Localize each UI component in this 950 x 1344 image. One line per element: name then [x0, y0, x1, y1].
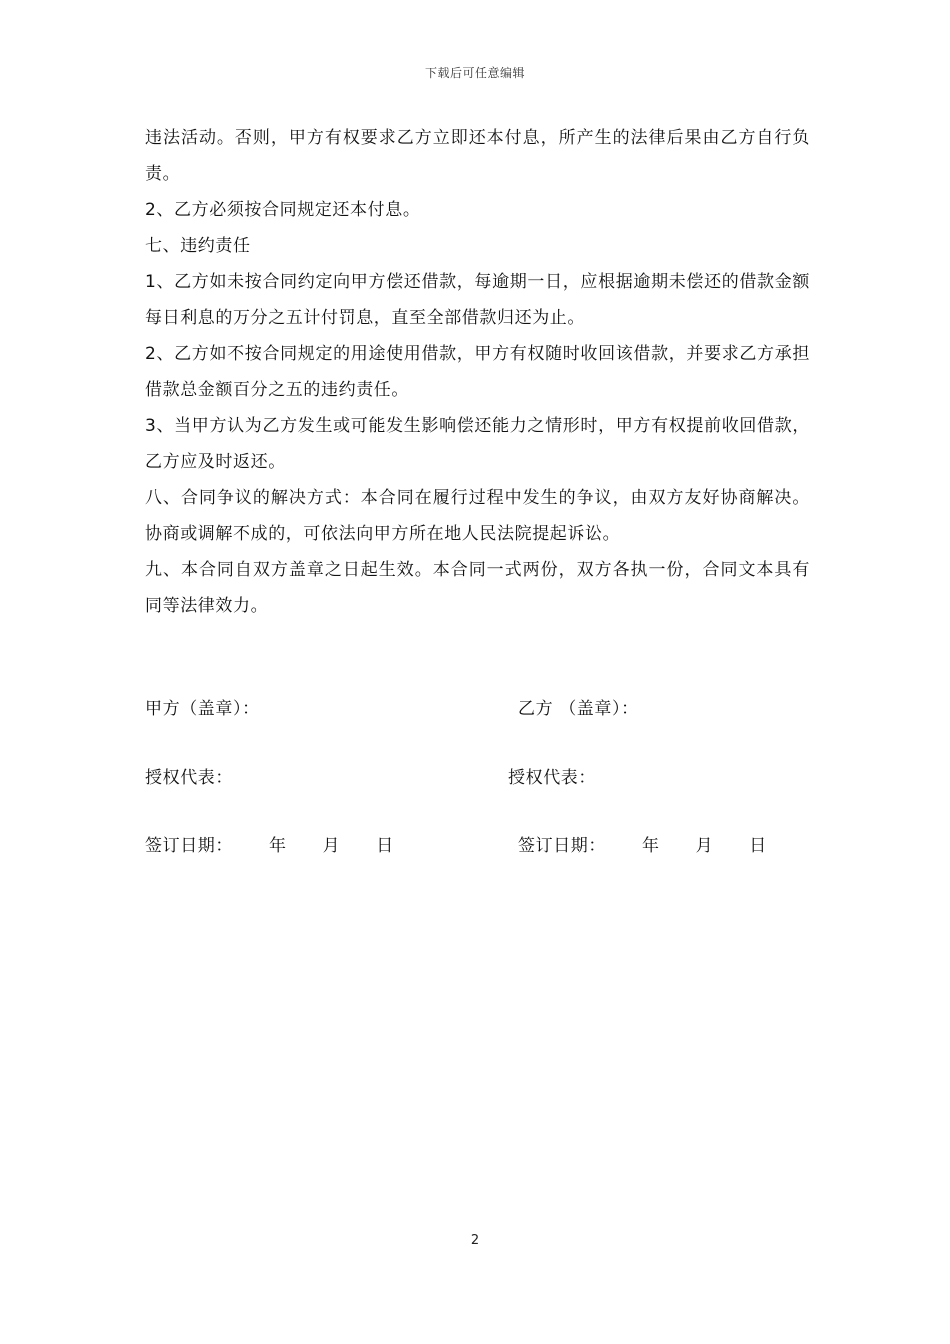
paragraph-dispute-resolution: 八、合同争议的解决方式：本合同在履行过程中发生的争议，由双方友好协商解决。协商或调解不成的，可依法向甲方所在地人民法院提起诉讼。	[145, 488, 810, 544]
paragraph-effectiveness: 九、本合同自双方盖章之日起生效。本合同一式两份，双方各执一份，合同文本具有同等法律效力。	[145, 560, 810, 616]
party-b-representative-label: 授权代表：	[508, 768, 596, 788]
party-b-signing-date: 签订日期： 年 月 日	[518, 836, 767, 856]
party-a-representative-label: 授权代表：	[145, 768, 233, 788]
page-header: 下载后可任意编辑	[424, 66, 525, 80]
paragraph-breach-3: 3、当甲方认为乙方发生或可能发生影响偿还能力之情形时，甲方有权提前收回借款，乙方应及时返还。	[145, 416, 810, 472]
paragraph-continuation: 违法活动。否则，甲方有权要求乙方立即还本付息，所产生的法律后果由乙方自行负责。	[145, 128, 810, 184]
section-heading-breach: 七、违约责任	[145, 236, 251, 256]
page-number: 2	[470, 1233, 480, 1248]
paragraph-breach-2: 2、乙方如不按合同规定的用途使用借款，甲方有权随时收回该借款，并要求乙方承担借款总金额百分之五的违约责任。	[145, 344, 810, 400]
party-a-signing-date: 签订日期： 年 月 日	[145, 836, 394, 856]
paragraph-repayment-clause: 2、乙方必须按合同规定还本付息。	[145, 200, 421, 220]
paragraph-breach-1: 1、乙方如未按合同约定向甲方偿还借款，每逾期一日，应根据逾期未偿还的借款金额每日利息的万分之五计付罚息，直至全部借款归还为止。	[145, 272, 810, 328]
party-a-seal-label: 甲方（盖章）：	[145, 699, 260, 719]
party-b-seal-label: 乙方 （盖章）：	[518, 699, 639, 719]
contract-body	[145, 120, 810, 624]
